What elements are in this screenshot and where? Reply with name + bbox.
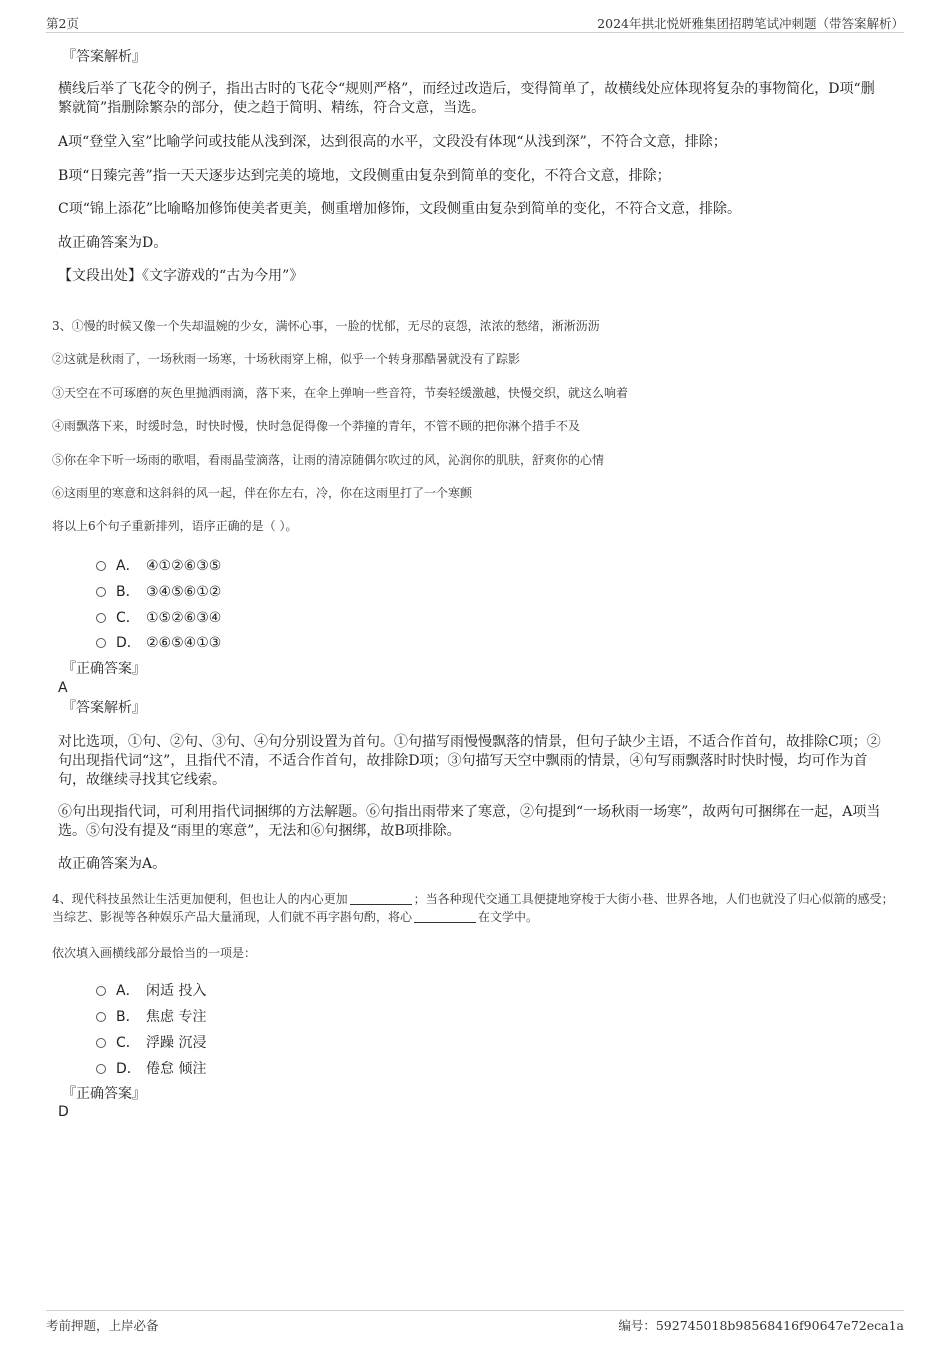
q4-answer-label: 『正确答案』	[62, 1086, 146, 1102]
q3-sentence-1: 3、①慢的时候又像一个失却温婉的少女，满怀心事，一脸的忧郁，无尽的哀怨，浓浓的愁绪，淅淅沥沥	[52, 319, 600, 333]
q3-conclusion: 故正确答案为A。	[58, 856, 167, 872]
radio-icon[interactable]	[96, 561, 106, 571]
radio-icon[interactable]	[96, 638, 106, 648]
document-id: 编号：592745018b98568416f90647e72eca1a	[618, 1318, 904, 1333]
q2-analysis-label: 『答案解析』	[62, 49, 146, 65]
q2-conclusion: 故正确答案为D。	[58, 235, 168, 251]
q4-option-a[interactable]: A． 闲适 投入	[96, 980, 206, 1000]
footer-slogan: 考前押题，上岸必备	[46, 1318, 159, 1333]
page-footer	[46, 1310, 904, 1335]
q4-option-d[interactable]: D． 倦怠 倾注	[96, 1058, 206, 1078]
q2-option-a-analysis: A项“登堂入室”比喻学问或技能从浅到深，达到很高的水平，文段没有体现“从浅到深”，不符合文意，排除；	[58, 134, 727, 150]
q4-question: 依次填入画横线部分最恰当的一项是：	[52, 946, 257, 960]
q3-sentence-6: ⑥这雨里的寒意和这斜斜的风一起，伴在你左右，冷，你在这雨里打了一个寒颤	[52, 486, 473, 500]
q3-option-b[interactable]: B． ③④⑤⑥①②	[96, 581, 221, 601]
q3-option-d[interactable]: D． ②⑥⑤④①③	[96, 632, 221, 652]
q3-sentence-4: ④雨飘落下来，时缓时急，时快时慢，快时急促得像一个莽撞的青年，不管不顾的把你淋个措手不及	[52, 419, 581, 433]
q3-analysis-label: 『答案解析』	[62, 700, 146, 716]
page-number: 第2页	[46, 16, 79, 31]
radio-icon[interactable]	[96, 587, 106, 597]
q3-analysis-paragraph-2: ⑥句出现指代词，可利用指代词捆绑的方法解题。⑥句指出雨带来了寒意，②句提到“一场秋雨一场寒”，故两句可捆绑在一起，A项当选。⑤句没有提及“雨里的寒意”，无法和⑥句捆绑，故B项排除。	[58, 804, 881, 839]
q3-answer: A	[58, 680, 68, 696]
q2-option-c-analysis: C项“锦上添花”比喻略加修饰使美者更美，侧重增加修饰，文段侧重由复杂到简单的变化，不符合文意，排除。	[58, 201, 742, 217]
radio-icon[interactable]	[96, 1038, 106, 1048]
page-header	[46, 14, 904, 33]
q3-question: 将以上6个句子重新排列，语序正确的是（ ）。	[52, 519, 298, 533]
radio-icon[interactable]	[96, 986, 106, 996]
blank-line	[414, 910, 476, 923]
q4-option-c[interactable]: C． 浮躁 沉浸	[96, 1032, 206, 1052]
document-title: 2024年拱北悦妍雅集团招聘笔试冲刺题（带答案解析）	[597, 16, 904, 31]
q3-option-a[interactable]: A． ④①②⑥③⑤	[96, 555, 221, 575]
q2-source: 【文段出处】《文字游戏的“古为今用”》	[58, 268, 304, 284]
q3-sentence-2: ②这就是秋雨了，一场秋雨一场寒，十场秋雨穿上棉，似乎一个转身那酷暑就没有了踪影	[52, 352, 521, 366]
radio-icon[interactable]	[96, 1064, 106, 1074]
q2-option-b-analysis: B项“日臻完善”指一天天逐步达到完美的境地，文段侧重由复杂到简单的变化，不符合文意，排除；	[58, 168, 671, 184]
radio-icon[interactable]	[96, 1012, 106, 1022]
blank-line	[350, 892, 412, 905]
q4-answer: D	[58, 1104, 69, 1120]
q4-option-b[interactable]: B． 焦虑 专注	[96, 1006, 206, 1026]
q3-sentence-3: ③天空在不可琢磨的灰色里抛洒雨滴，落下来，在伞上弹响一些音符，节奏轻缓激越，快慢交织，就这么响着	[52, 386, 629, 400]
q3-answer-label: 『正确答案』	[62, 661, 146, 677]
q3-sentence-5: ⑤你在伞下听一场雨的歌唱，看雨晶莹滴落，让雨的清凉随偶尔吹过的风，沁润你的肌肤，舒爽你的心情	[52, 453, 605, 467]
q3-analysis-paragraph-1: 对比选项，①句、②句、③句、④句分别设置为首句。①句描写雨慢慢飘落的情景，但句子缺少主语，不适合作首句，故排除C项；②句出现指代词“这”，且指代不清，不适合作首句，故排除D项；③句描写天空中飘雨的情景，④句写雨飘落时时快时慢，均可作为首句，故继续寻找其它线索。	[58, 734, 881, 788]
radio-icon[interactable]	[96, 613, 106, 623]
q2-analysis-paragraph: 横线后举了飞花令的例子，指出古时的飞花令“规则严格”，而经过改造后，变得简单了，故横线处应体现将复杂的事物简化，D项“删繁就简”指删除繁杂的部分，使之趋于简明、精练，符合文意，当选。	[58, 81, 875, 116]
q3-option-c[interactable]: C． ①⑤②⑥③④	[96, 607, 221, 627]
q4-stem: 4、现代科技虽然让生活更加便利，但也让人的内心更加 ；当各种现代交通工具便捷地穿梭于大街小巷、世界各地，人们也就没了归心似箭的感受；当综艺、影视等各种娱乐产品大量涌现，人们就不再字斟句酌，将心 在文学中。	[52, 892, 894, 924]
